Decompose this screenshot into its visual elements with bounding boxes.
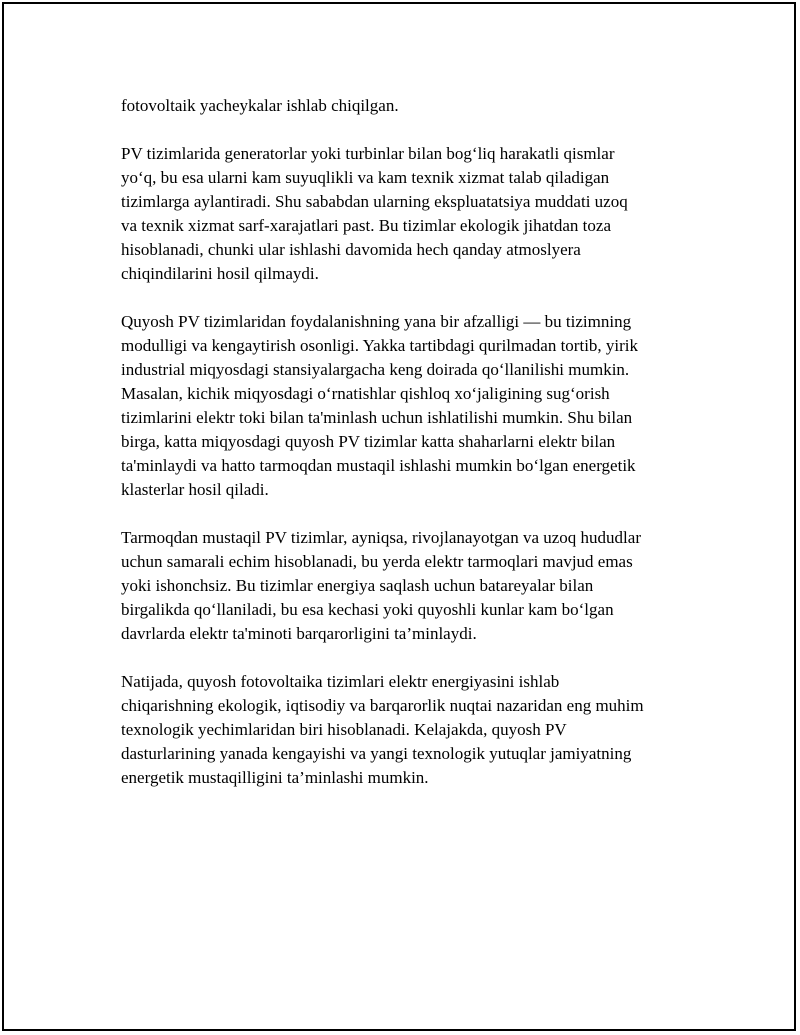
text-line: uchun samarali echim hisoblanadi, bu yerda elektr tarmoqlari mavjud emas bbox=[121, 552, 633, 571]
text-line: hisoblanadi, chunki ular ishlashi davomida hech qanday atmoslyera bbox=[121, 240, 581, 259]
text-line: va texnik xizmat sarf-xarajatlari past. Bu tizimlar ekologik jihatdan toza bbox=[121, 216, 611, 235]
text-line: tizimlarga aylantiradi. Shu sababdan ularning ekspluatatsiya muddati uzoq bbox=[121, 192, 628, 211]
text-line: fotovoltaik yacheykalar ishlab chiqilgan. bbox=[121, 96, 399, 115]
text-line: chiqindilarini hosil qilmaydi. bbox=[121, 264, 319, 283]
document-page bbox=[2, 2, 796, 1031]
paragraph-3 bbox=[121, 310, 701, 502]
text-line: birga, katta miqyosdagi quyosh PV tizimlar katta shaharlarni elektr bilan bbox=[121, 432, 616, 451]
text-line: Tarmoqdan mustaqil PV tizimlar, ayniqsa, rivojlanayotgan va uzoq hududlar bbox=[121, 528, 641, 547]
text-line: modulligi va kengaytirish osonligi. Yakka tartibdagi qurilmadan tortib, yirik bbox=[121, 336, 639, 355]
paragraph-1 bbox=[121, 94, 701, 118]
text-line: dasturlarining yanada kengayishi va yangi texnologik yutuqlar jamiyatning bbox=[121, 744, 632, 763]
text-line: tizimlarini elektr toki bilan ta'minlash uchun ishlatilishi mumkin. Shu bilan bbox=[121, 408, 633, 427]
text-line: klasterlar hosil qiladi. bbox=[121, 480, 269, 499]
text-line: davrlarda elektr ta'minoti barqarorligini ta’minlaydi. bbox=[121, 624, 477, 643]
text-line: PV tizimlarida generatorlar yoki turbinlar bilan bog‘liq harakatli qismlar bbox=[121, 144, 615, 163]
text-line: Masalan, kichik miqyosdagi o‘rnatishlar qishloq xo‘jaligining sug‘orish bbox=[121, 384, 610, 403]
text-line: ta'minlaydi va hatto tarmoqdan mustaqil ishlashi mumkin bo‘lgan energetik bbox=[121, 456, 636, 475]
text-line: energetik mustaqilligini ta’minlashi mumkin. bbox=[121, 768, 429, 787]
document-body bbox=[121, 94, 701, 814]
text-line: chiqarishning ekologik, iqtisodiy va barqarorlik nuqtai nazaridan eng muhim bbox=[121, 696, 644, 715]
text-line: yoki ishonchsiz. Bu tizimlar energiya saqlash uchun batareyalar bilan bbox=[121, 576, 594, 595]
text-line: yo‘q, bu esa ularni kam suyuqlikli va kam texnik xizmat talab qiladigan bbox=[121, 168, 610, 187]
paragraph-2 bbox=[121, 142, 701, 286]
text-line: texnologik yechimlaridan biri hisoblanadi. Kelajakda, quyosh PV bbox=[121, 720, 567, 739]
paragraph-4 bbox=[121, 526, 701, 646]
paragraph-5 bbox=[121, 670, 701, 790]
text-line: industrial miqyosdagi stansiyalargacha keng doirada qo‘llanilishi mumkin. bbox=[121, 360, 630, 379]
text-line: Quyosh PV tizimlaridan foydalanishning yana bir afzalligi — bu tizimning bbox=[121, 312, 632, 331]
text-line: Natijada, quyosh fotovoltaika tizimlari elektr energiyasini ishlab bbox=[121, 672, 560, 691]
text-line: birgalikda qo‘llaniladi, bu esa kechasi yoki quyoshli kunlar kam bo‘lgan bbox=[121, 600, 614, 619]
